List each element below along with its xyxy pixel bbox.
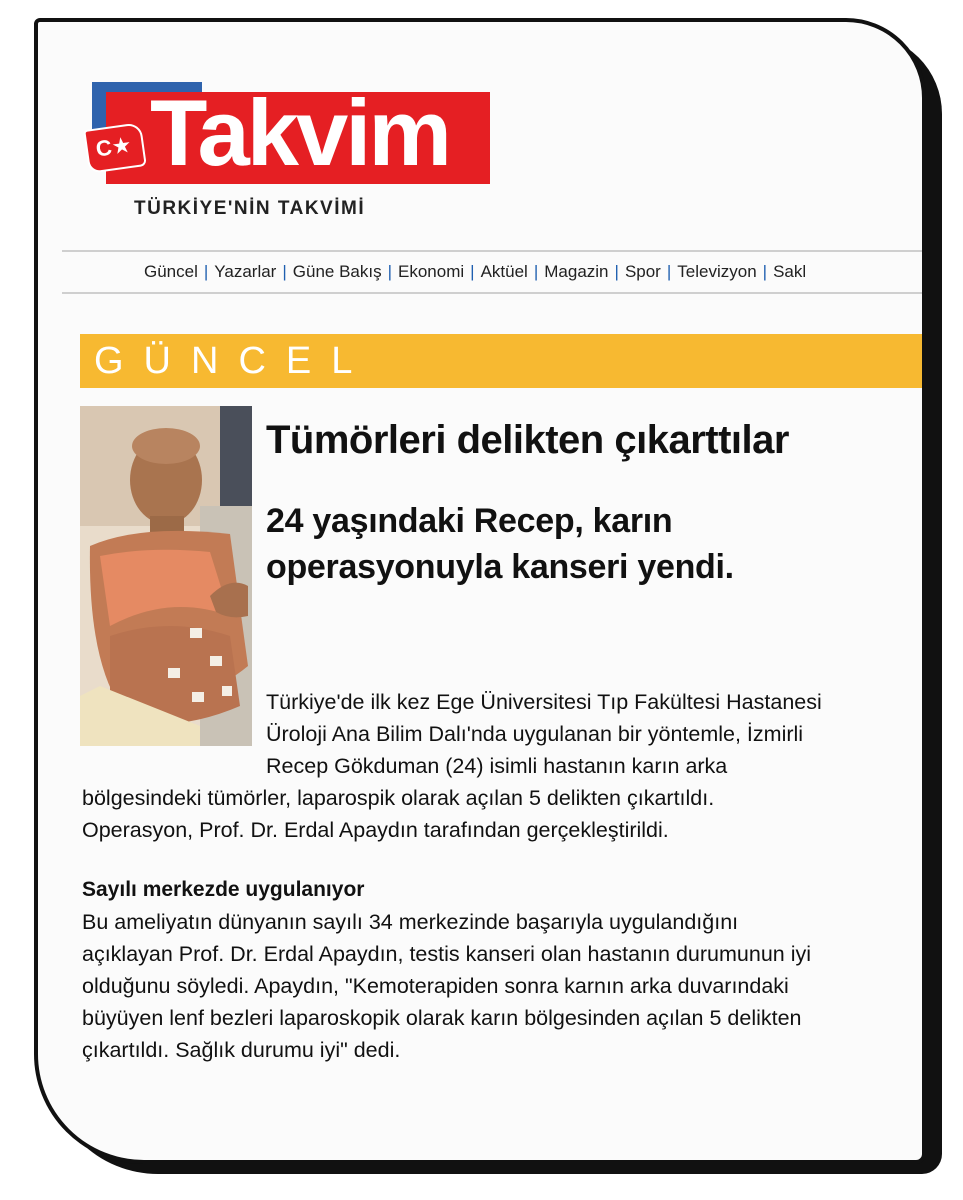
nav-separator: |	[203, 262, 209, 281]
article-subheading: Sayılı merkezde uygulanıyor	[82, 878, 365, 901]
nav-separator: |	[387, 262, 393, 281]
nav-item-yazarlar[interactable]: Yazarlar	[214, 262, 277, 281]
subheadline-line: 24 yaşındaki Recep, karın	[266, 502, 673, 540]
nav-item-ekonomi[interactable]: Ekonomi	[398, 262, 465, 281]
patient-photo-illustration	[80, 406, 252, 746]
nav-separator: |	[282, 262, 287, 281]
article-headline: Tümörleri delikten çıkarttılar	[266, 418, 789, 462]
paragraph-line: Operasyon, Prof. Dr. Erdal Apaydın tarafından gerçekleştirildi.	[82, 818, 669, 842]
paragraph-line: Bu ameliyatın dünyanın sayılı 34 merkezinde başarıyla uygulandığını	[82, 910, 739, 934]
nav-item-aktuel[interactable]: Aktüel	[480, 262, 528, 281]
nav-item-magazin[interactable]: Magazin	[544, 262, 609, 281]
nav-separator: |	[666, 262, 672, 281]
article-paragraph-2	[82, 906, 922, 1066]
article-photo	[80, 406, 252, 746]
nav-separator: |	[533, 262, 539, 281]
paragraph-line: olduğunu söyledi. Apaydın, "Kemoterapiden sonra karnın arka duvarındaki	[82, 974, 789, 998]
paragraph-line: Recep Gökduman (24) isimli hastanın karın arka	[266, 754, 728, 778]
nav-item-spor[interactable]: Spor	[624, 262, 661, 281]
nav-separator: |	[470, 262, 475, 281]
paragraph-line: Türkiye'de ilk kez Ege Üniversitesi Tıp Fakültesi Hastanesi	[266, 690, 822, 714]
paragraph-line: çıkartıldı. Sağlık durumu iyi" dedi.	[82, 1038, 401, 1062]
paragraph-line: açıklayan Prof. Dr. Erdal Apaydın, testis kanseri olan hastanın durumunun iyi	[82, 942, 812, 966]
main-nav	[144, 262, 924, 282]
takvim-logo[interactable]	[92, 82, 490, 190]
nav-item-gune-bakis[interactable]: Güne Bakış	[292, 262, 382, 281]
article-subheadline	[266, 498, 866, 590]
section-title: GÜNCEL	[94, 340, 373, 382]
logo-tagline: TÜRKİYE'NİN TAKVİMİ	[134, 198, 366, 219]
nav-item-televizyon[interactable]: Televizyon	[677, 262, 757, 281]
subheadline-line: operasyonuyla kanseri yendi.	[266, 548, 734, 586]
article-paragraph-1-bottom	[82, 782, 926, 846]
article-paragraph-1-top	[266, 686, 926, 782]
nav-item-sakl[interactable]: Sakl	[773, 262, 807, 281]
nav-separator: |	[614, 262, 619, 281]
turkish-flag-icon	[83, 122, 147, 174]
nav-item-guncel[interactable]: Güncel	[144, 262, 198, 281]
paragraph-line: büyüyen lenf bezleri laparoskopik olarak karın bölgesinden açılan 5 delikten	[82, 1006, 802, 1030]
logo-wordmark: Takvim	[150, 80, 449, 185]
nav-divider-top	[62, 250, 922, 252]
paragraph-line: Üroloji Ana Bilim Dalı'nda uygulanan bir yöntemle, İzmirli	[266, 722, 804, 746]
logo-red-block	[106, 80, 490, 185]
flag-glyph: C★	[94, 131, 133, 162]
section-band	[80, 334, 922, 388]
clipping-frame	[34, 18, 926, 1164]
paragraph-line: bölgesindeki tümörler, laparospik olarak açılan 5 delikten çıkartıldı.	[82, 786, 715, 810]
nav-separator: |	[762, 262, 768, 281]
nav-divider-bottom	[62, 292, 922, 294]
